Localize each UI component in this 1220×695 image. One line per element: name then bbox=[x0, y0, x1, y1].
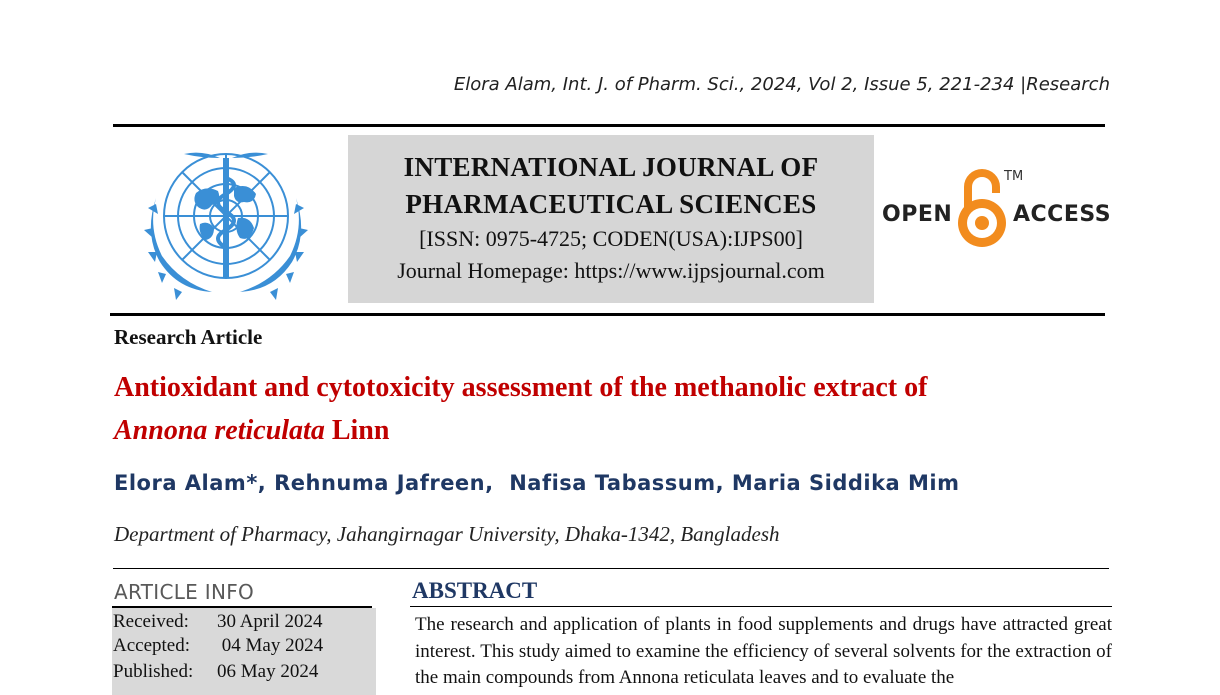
published-label: Published: bbox=[113, 661, 194, 682]
journal-homepage[interactable]: Journal Homepage: https://www.ijpsjournal.com bbox=[397, 258, 825, 283]
journal-header-box bbox=[348, 135, 874, 303]
received-label: Received: bbox=[113, 611, 189, 632]
affiliation: Department of Pharmacy, Jahangirnagar University, Dhaka-1342, Bangladesh bbox=[114, 522, 780, 546]
published-row bbox=[113, 661, 318, 683]
accepted-row bbox=[113, 635, 323, 657]
open-access-open-text: OPEN bbox=[882, 202, 953, 227]
journal-title-line1: INTERNATIONAL JOURNAL OF bbox=[403, 152, 819, 182]
affiliation-rule bbox=[113, 568, 1109, 569]
received-date: 30 April 2024 bbox=[217, 611, 323, 632]
journal-title bbox=[348, 149, 874, 223]
species-name: Annona reticulata bbox=[114, 415, 325, 446]
abstract-heading: ABSTRACT bbox=[412, 578, 538, 603]
accepted-date: 04 May 2024 bbox=[217, 635, 324, 656]
journal-title-line2: PHARMACEUTICAL SCIENCES bbox=[405, 189, 817, 219]
authors: Elora Alam*, Rehnuma Jafreen, Nafisa Tabassum, Maria Siddika Mim bbox=[114, 471, 960, 495]
received-row bbox=[113, 611, 323, 633]
open-access-access-text: ACCESS bbox=[1013, 202, 1112, 227]
published-date: 06 May 2024 bbox=[217, 661, 319, 682]
accepted-label: Accepted: bbox=[113, 635, 191, 656]
article-title bbox=[114, 366, 1114, 452]
who-emblem-icon bbox=[126, 138, 326, 306]
article-title-line2 bbox=[114, 409, 1114, 452]
open-access-logo bbox=[880, 165, 1110, 255]
running-head: Elora Alam, Int. J. of Pharm. Sci., 2024, Vol 2, Issue 5, 221-234 |Research bbox=[453, 74, 1110, 95]
article-title-line1: Antioxidant and cytotoxicity assessment of the methanolic extract of bbox=[114, 372, 928, 403]
journal-issn: [ISSN: 0975-4725; CODEN(USA):IJPS00] bbox=[419, 226, 803, 251]
header-bottom-rule bbox=[110, 313, 1105, 316]
abstract-text: The research and application of plants in food supplements and drugs have attracted great interest. This study aimed to examine the efficiency of several solvents for the extraction of the main compounds from Annona reticulata leaves and to evaluate the bbox=[415, 614, 1112, 688]
article-title-line2-rest: Linn bbox=[324, 415, 390, 446]
article-info-heading: ARTICLE INFO bbox=[114, 580, 255, 604]
open-access-tm: TM bbox=[1004, 169, 1024, 184]
abstract-rule bbox=[410, 606, 1112, 607]
article-type: Research Article bbox=[114, 325, 263, 349]
top-rule bbox=[113, 124, 1105, 127]
